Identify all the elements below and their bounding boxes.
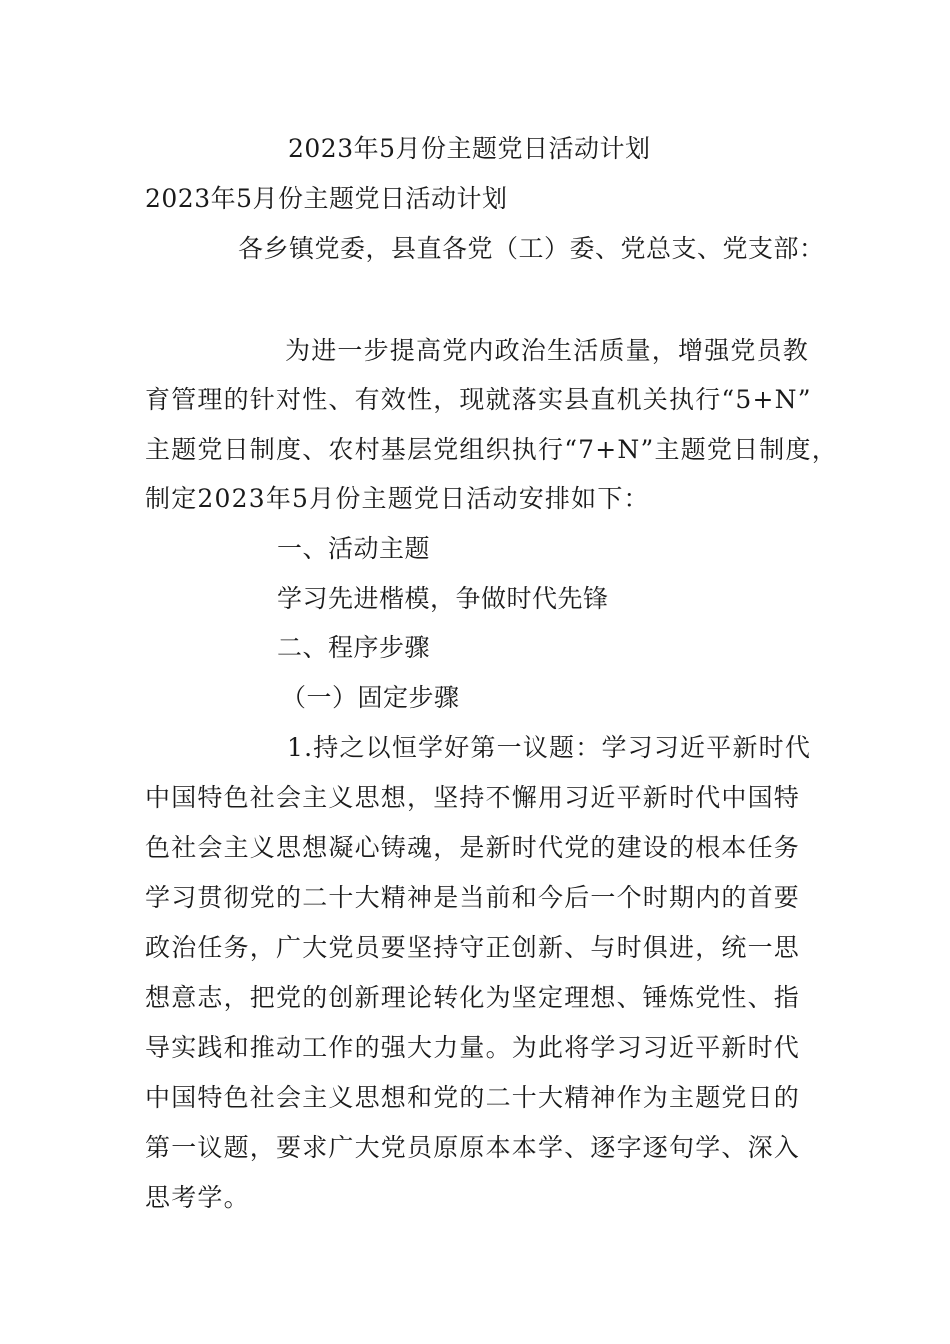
item-1-line-10: 思考学。 [145, 1183, 250, 1212]
item-1-line-2: 中国特色社会主义思想，坚持不懈用习近平新时代中国特 [145, 783, 801, 812]
item-1-line-8: 中国特色社会主义思想和党的二十大精神作为主题党日的 [145, 1083, 801, 1112]
section-2-heading: 二、程序步骤 [277, 633, 431, 662]
salutation: 各乡镇党委，县直各党（工）委、党总支、党支部： [238, 234, 825, 263]
intro-line-2: 育管理的针对性、有效性，现就落实县直机关执行“5+N” [145, 385, 812, 414]
intro-line-1: 为进一步提高党内政治生活质量，增强党员教 [285, 336, 810, 365]
intro-line-4: 制定2023年5月份主题党日活动安排如下： [145, 484, 650, 513]
subsection-1-heading: （一）固定步骤 [281, 683, 460, 712]
document-title: 2023年5月份主题党日活动计划 [288, 134, 651, 163]
document-subtitle: 2023年5月份主题党日活动计划 [145, 184, 508, 213]
item-1-line-5: 政治任务，广大党员要坚持守正创新、与时俱进，统一思 [145, 933, 801, 962]
item-1-line-7: 导实践和推动工作的强大力量。为此将学习习近平新时代 [145, 1033, 801, 1062]
item-1-line-9: 第一议题，要求广大党员原原本本学、逐字逐句学、深入 [145, 1133, 801, 1162]
section-1-heading: 一、活动主题 [277, 534, 431, 563]
section-1-content: 学习先进楷模，争做时代先锋 [277, 584, 609, 613]
intro-line-3: 主题党日制度、农村基层党组织执行“7+N”主题党日制度， [145, 435, 838, 464]
item-1-line-3: 色社会主义思想凝心铸魂，是新时代党的建设的根本任务 [145, 833, 801, 862]
item-1-line-4: 学习贯彻党的二十大精神是当前和今后一个时期内的首要 [145, 883, 801, 912]
item-1-line-6: 想意志，把党的创新理论转化为坚定理想、锤炼党性、指 [145, 983, 801, 1012]
item-1-line-1: 1.持之以恒学好第一议题：学习习近平新时代 [287, 733, 812, 762]
